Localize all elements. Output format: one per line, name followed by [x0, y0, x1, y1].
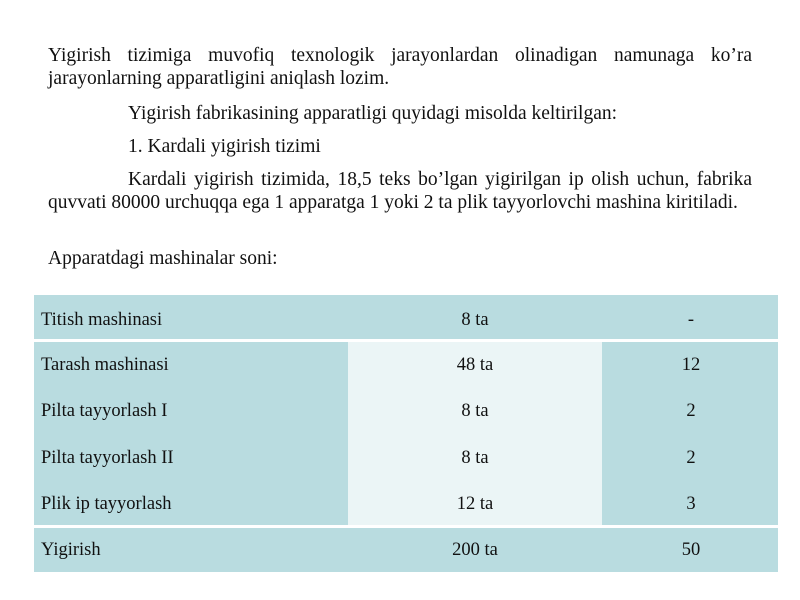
- table-cell-count: 12: [681, 355, 701, 375]
- table-cell-count: 50: [681, 540, 701, 560]
- paragraph-table-caption: Apparatdagi mashinalar soni:: [48, 248, 278, 269]
- table-cell-per-apparatus: 8 ta: [461, 401, 489, 421]
- table-row: [34, 527, 778, 573]
- table-row: [34, 297, 778, 343]
- table-cell-machine-name: Pilta tayyorlash I: [41, 401, 168, 421]
- table-row: [34, 435, 778, 481]
- table-cell-per-apparatus: 12 ta: [456, 494, 494, 514]
- paragraph-system-description: Kardali yigirish tizimida, 18,5 teks bo’lgan yigirilgan ip olish uchun, fabrika quvvati 80000 urchuqqa ega 1 apparatga 1 yoki 2 ta plik tayyorlovchi mashina kiritiladi.: [48, 169, 752, 213]
- table-row: [34, 481, 778, 527]
- table-cell-machine-name: Titish mashinasi: [41, 310, 163, 330]
- table-cell-machine-name: Tarash mashinasi: [41, 355, 169, 375]
- paragraph-system-title: 1. Kardali yigirish tizimi: [128, 136, 321, 157]
- table-cell-count: 2: [686, 401, 696, 421]
- paragraph-example-heading: Yigirish fabrikasining apparatligi quyidagi misolda keltirilgan:: [128, 103, 618, 124]
- table-cell-count: 3: [686, 494, 696, 514]
- table-row: [34, 388, 778, 434]
- table-cell-machine-name: Yigirish: [41, 540, 101, 560]
- paragraph-intro: Yigirish tizimiga muvofiq texnologik jarayonlardan olinadigan namunaga ko’ra jarayonlarning apparatligini aniqlash lozim.: [48, 45, 752, 89]
- table-cell-machine-name: Pilta tayyorlash II: [41, 448, 174, 468]
- table-cell-count: -: [687, 310, 695, 330]
- table-cell-per-apparatus: 200 ta: [452, 540, 498, 560]
- table-cell-per-apparatus: 8 ta: [461, 310, 489, 330]
- table-cell-machine-name: Plik ip tayyorlash: [41, 494, 172, 514]
- table-row: [34, 342, 778, 388]
- table-cell-per-apparatus: 48 ta: [456, 355, 494, 375]
- table-cell-per-apparatus: 8 ta: [461, 448, 489, 468]
- table-cell-count: 2: [686, 448, 696, 468]
- machines-table: [34, 295, 778, 572]
